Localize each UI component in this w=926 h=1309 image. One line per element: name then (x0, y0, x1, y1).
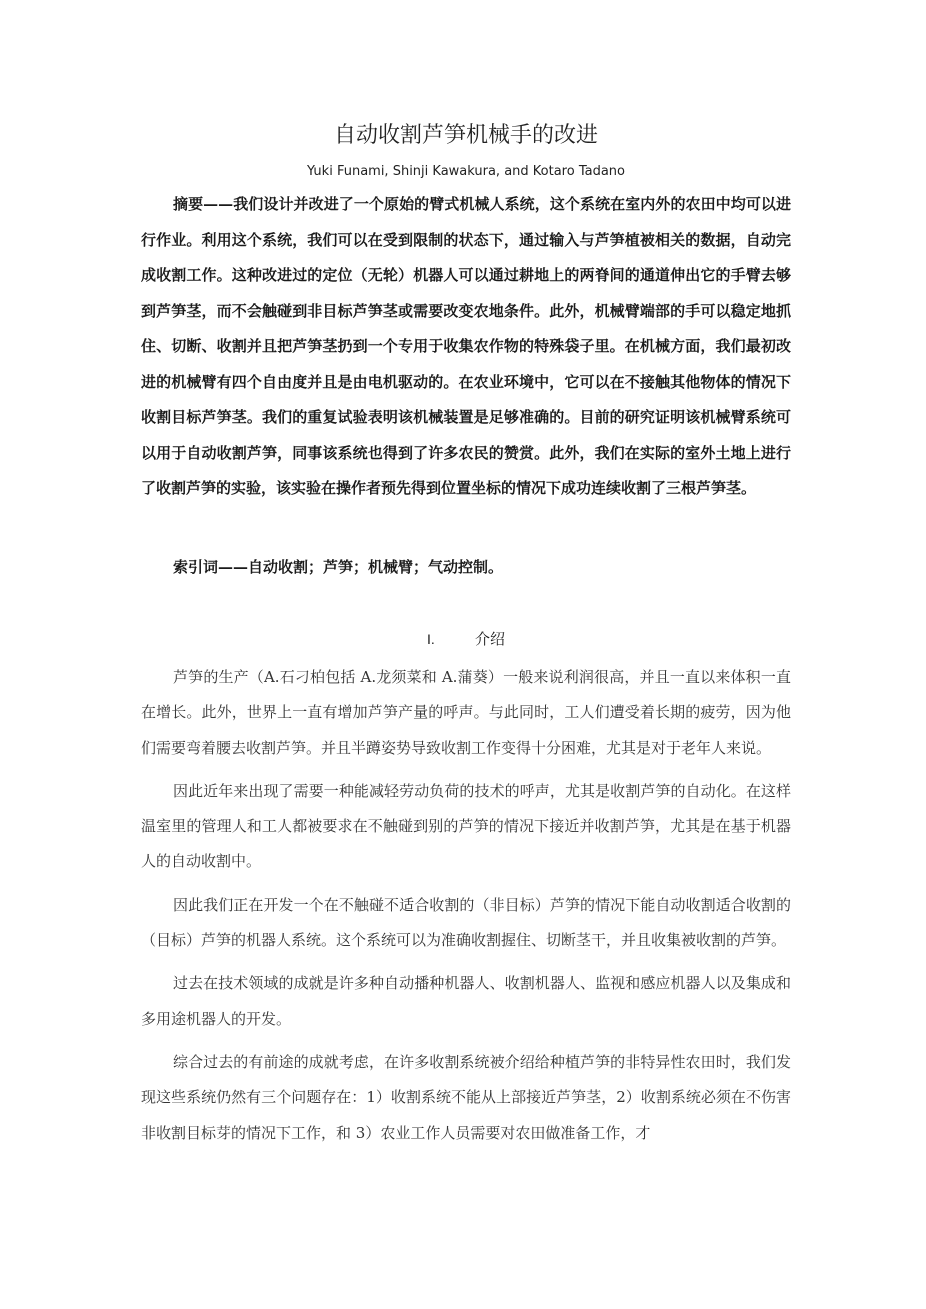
abstract: 摘要——我们设计并改进了一个原始的臂式机械人系统，这个系统在室内外的农田中均可以进行作业。利用这个系统，我们可以在受到限制的状态下，通过输入与芦笋植被相关的数据，自动完成收割工作。这种改进过的定位（无轮）机器人可以通过耕地上的两脊间的通道伸出它的手臂去够到芦笋茎，而不会触碰到非目标芦笋茎或需要改变农地条件。此外，机械臂端部的手可以稳定地抓住、切断、收割并且把芦笋茎扔到一个专用于收集农作物的特殊袋子里。在机械方面，我们最初改进的机械臂有四个自由度并且是由电机驱动的。在农业环境中，它可以在不接触其他物体的情况下收割目标芦笋茎。我们的重复试验表明该机械装置是足够准确的。目前的研究证明该机械臂系统可以用于自动收割芦笋，同事该系统也得到了许多农民的赞赏。此外，我们在实际的室外土地上进行了收割芦笋的实验，该实验在操作者预先得到位置坐标的情况下成功连续收割了三根芦笋茎。 (141, 195, 791, 497)
section-number: I. (426, 631, 435, 647)
body-paragraph: 因此近年来出现了需要一种能减轻劳动负荷的技术的呼声，尤其是收割芦笋的自动化。在这样温室里的管理人和工人都被要求在不触碰到别的芦笋的情况下接近并收割芦笋，尤其是在基于机器人的自动收割中。 (141, 781, 791, 871)
section-body (141, 660, 791, 1159)
author-list: Yuki Funami, Shinji Kawakura, and Kotaro Tadano (306, 164, 625, 179)
paper-title: 自动收割芦笋机械手的改进 (333, 123, 598, 148)
section-heading (141, 624, 791, 654)
body-paragraph: 过去在技术领域的成就是许多种自动播种机器人、收割机器人、监视和感应机器人以及集成和多用途机器人的开发。 (141, 974, 791, 1028)
index-terms: 索引词——自动收割；芦笋；机械臂；气动控制。 (173, 558, 504, 576)
section-title: 介绍 (474, 630, 505, 648)
body-paragraph: 综合过去的有前途的成就考虑，在许多收割系统被介绍给种植芦笋的非特异性农田时，我们发现这些系统仍然有三个问题存在：1）收割系统不能从上部接近芦笋茎，2）收割系统必须在不伤害非收割目标芽的情况下工作，和 3）农业工作人员需要对农田做准备工作，才 (141, 1052, 791, 1142)
body-paragraph: 芦笋的生产（A.石刁柏包括 A.龙须菜和 A.蒲葵）一般来说利润很高，并且一直以来体积一直在增长。此外，世界上一直有增加芦笋产量的呼声。与此同时，工人们遭受着长期的疲劳，因为他们需要弯着腰去收割芦笋。并且半蹲姿势导致收割工作变得十分困难，尤其是对于老年人来说。 (141, 668, 791, 757)
body-paragraph: 因此我们正在开发一个在不触碰不适合收割的（非目标）芦笋的情况下能自动收割适合收割的（目标）芦笋的机器人系统。这个系统可以为准确收割握住、切断茎干，并且收集被收割的芦笋。 (141, 895, 791, 950)
